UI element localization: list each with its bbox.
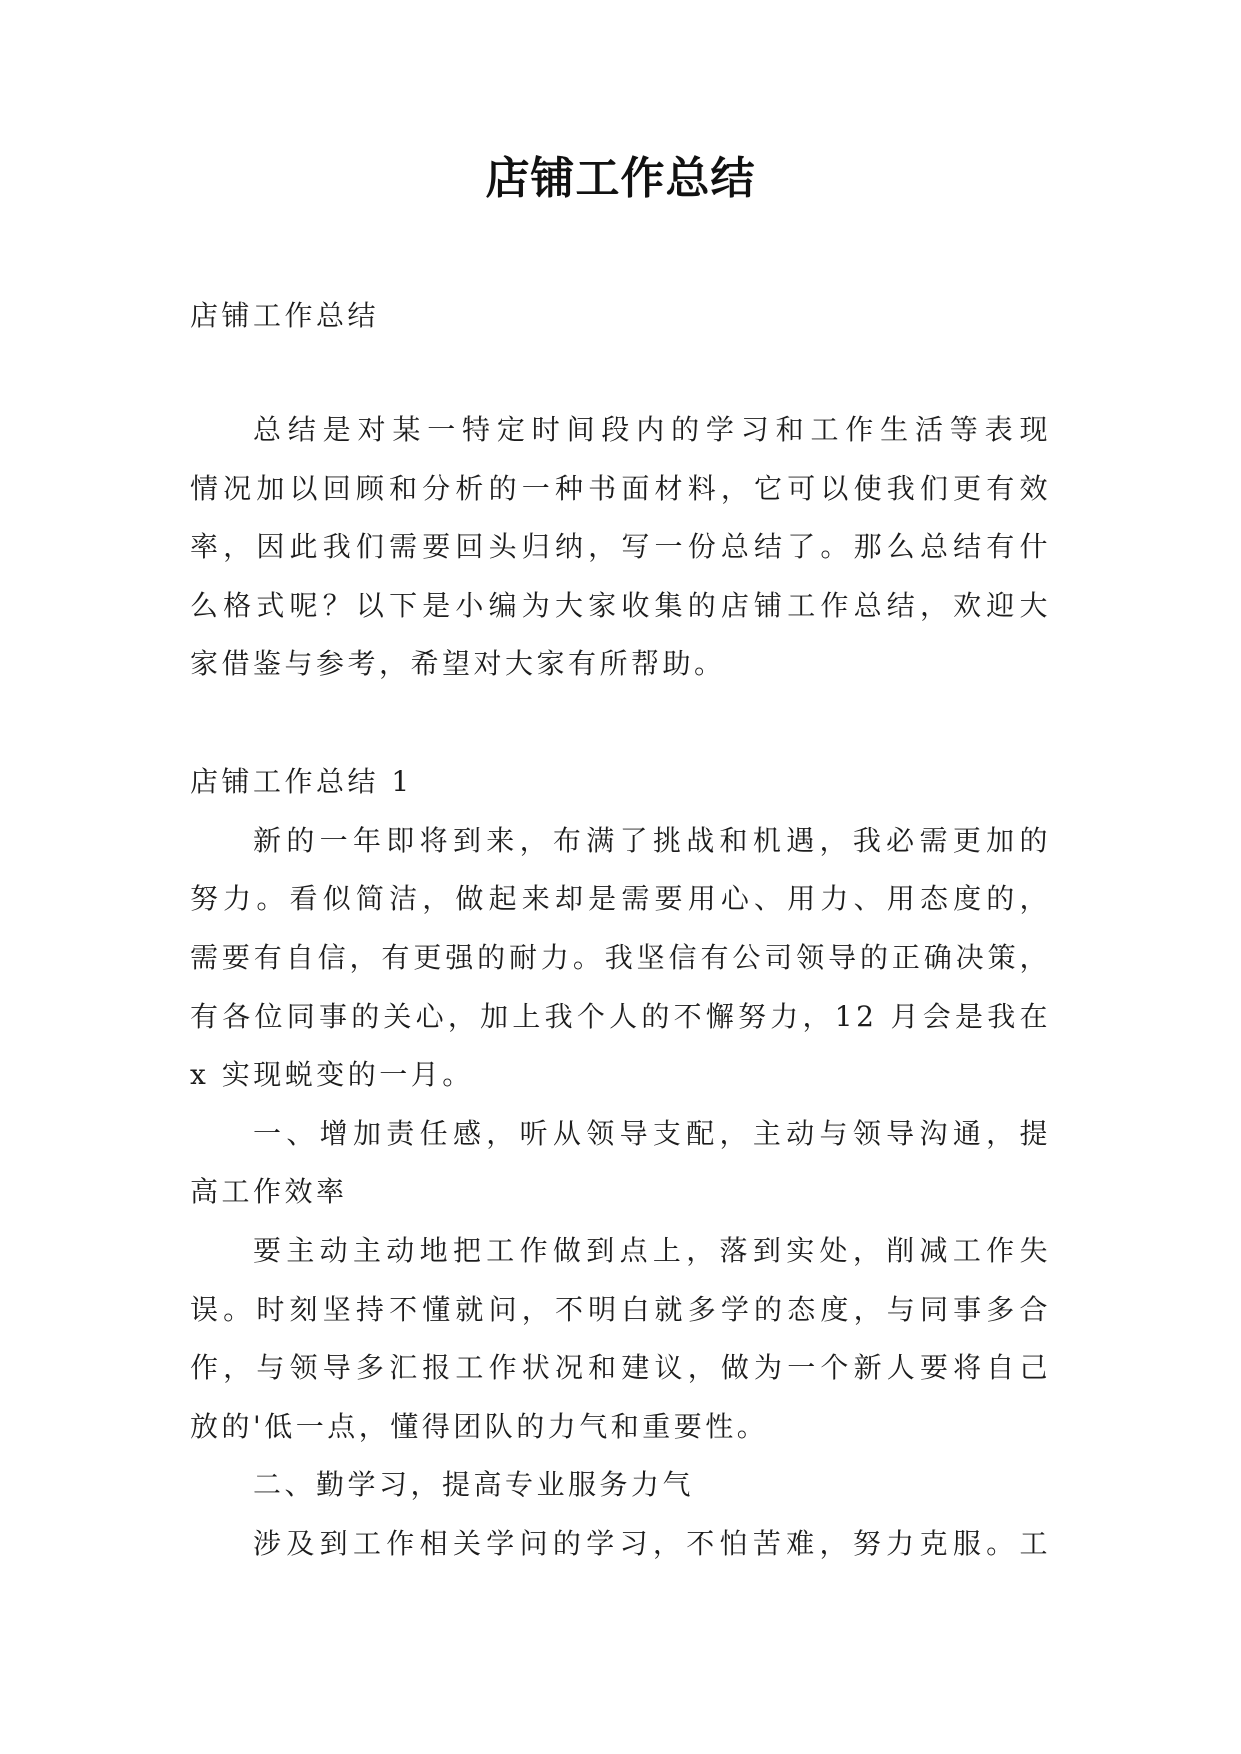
text-line: 作，与领导多汇报工作状况和建议，做为一个新人要将自己 <box>190 1351 1051 1385</box>
text-line: 家借鉴与参考，希望对大家有所帮助。 <box>190 647 726 681</box>
section-paragraph <box>190 1515 1051 1574</box>
text-line: 总结是对某一特定时间段内的学习和工作生活等表现 <box>253 413 1051 447</box>
section-paragraph <box>190 1456 1051 1515</box>
document-body <box>190 287 1051 1574</box>
subheading-line: 二、勤学习，提高专业服务力气 <box>253 1468 695 1502</box>
text-line: 么格式呢？以下是小编为大家收集的店铺工作总结，欢迎大 <box>190 588 1051 622</box>
text-line: x 实现蜕变的一月。 <box>190 1058 474 1092</box>
text-line: 要主动主动地把工作做到点上，落到实处，削减工作失 <box>253 1233 1051 1267</box>
document-title: 店铺工作总结 <box>485 153 756 204</box>
text-line: 情况加以回顾和分析的一种书面材料，它可以使我们更有效 <box>190 471 1051 505</box>
text-line: 有各位同事的关心，加上我个人的不懈努力，12 月会是我在 <box>190 999 1051 1033</box>
text-line: 努力。看似简洁，做起来却是需要用心、用力、用态度的， <box>190 882 1051 916</box>
subheading-line: 一、增加责任感，听从领导支配，主动与领导沟通，提 <box>253 1116 1051 1150</box>
text-line: 率，因此我们需要回头归纳，写一份总结了。那么总结有什 <box>190 530 1051 564</box>
intro-paragraph <box>190 401 1051 694</box>
text-line: 误。时刻坚持不懂就问，不明白就多学的态度，与同事多合 <box>190 1292 1051 1326</box>
text-line: 涉及到工作相关学问的学习，不怕苦难，努力克服。工 <box>253 1526 1051 1560</box>
text-line: 需要有自信，有更强的耐力。我坚信有公司领导的正确决策， <box>190 941 1051 975</box>
document-heading: 店铺工作总结 <box>190 298 380 332</box>
subheading-line: 高工作效率 <box>190 1175 348 1209</box>
text-line: 放的'低一点，懂得团队的力气和重要性。 <box>190 1409 769 1443</box>
section-paragraph <box>190 1222 1051 1456</box>
text-line: 新的一年即将到来，布满了挑战和机遇，我必需更加的 <box>253 823 1051 857</box>
section-paragraph <box>190 1105 1051 1222</box>
section-heading: 店铺工作总结 1 <box>190 765 413 799</box>
section-paragraph <box>190 812 1051 1105</box>
